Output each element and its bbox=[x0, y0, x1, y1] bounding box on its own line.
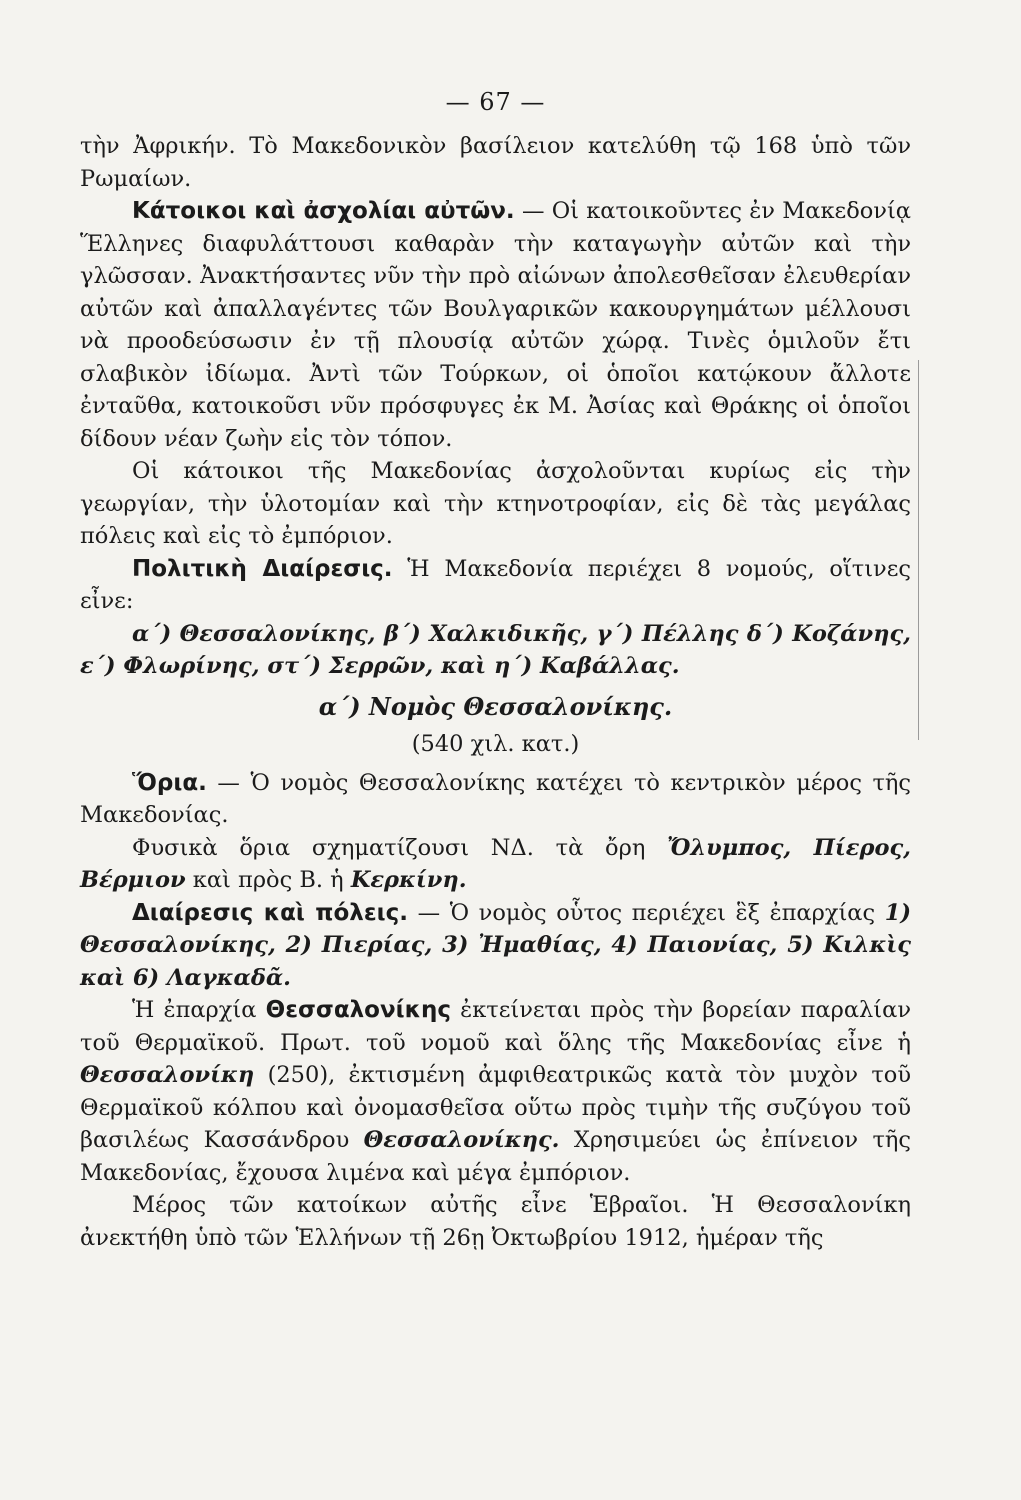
paragraph-occupations-text: Οἱ κάτοικοι τῆς Μακεδονίας ἀσχολοῦνται κυρίως εἰς τὴν γεωργίαν, τὴν ὑλοτομίαν καὶ τὴν κτηνοτροφίαν, εἰς δὲ τὰς μεγάλας πόλεις καὶ εἰς τὸ ἐμπόριον. bbox=[80, 458, 911, 549]
page-number: — 67 — bbox=[445, 88, 546, 116]
heading-divisions-cities: Διαίρεσις καὶ πόλεις. bbox=[132, 899, 408, 926]
paragraph-divisions-cities bbox=[80, 897, 911, 995]
divisions-cities-text: — Ὁ νομὸς οὗτος περιέχει ἓξ ἐπαρχίας bbox=[417, 899, 876, 926]
paragraph-occupations bbox=[80, 455, 911, 553]
thessaloniki-text-d: Χρησιμεύει ὡς ἐπίνειον τῆς Μακεδονίας, ἔχουσα λιμένα καὶ μέγα ἐμπόριον. bbox=[80, 1127, 912, 1186]
natural-borders-mountains: Ὄλυμπος, Πίερος, Βέρμιον bbox=[80, 834, 911, 893]
paragraph-1-text: τὴν Ἀφρικήν. Τὸ Μακεδονικὸν βασίλειον κατελύθη τῷ 168 ὑπὸ τῶν Ρωμαίων. bbox=[80, 133, 911, 192]
section-subtitle: (540 χιλ. κατ.) bbox=[411, 730, 580, 757]
thessaloniki-queen-name: Θεσσαλονίκης. bbox=[363, 1127, 560, 1153]
heading-borders: Ὅρια. bbox=[132, 769, 207, 796]
natural-borders-text-a: Φυσικὰ ὅρια σχηματίζουσι ΝΔ. τὰ ὄρη bbox=[132, 834, 646, 861]
paragraph-political-division bbox=[80, 553, 911, 618]
paragraph-residents bbox=[80, 1189, 911, 1254]
paragraph-borders bbox=[80, 767, 911, 832]
paragraph-inhabitants bbox=[80, 195, 911, 455]
prefectures-list bbox=[80, 618, 911, 683]
thessaloniki-text-a: Ἡ ἐπαρχία bbox=[132, 997, 257, 1023]
paragraph-1 bbox=[80, 130, 911, 195]
divisions-cities-list: 1) Θεσσαλονίκης, 2) Πιερίας, 3) Ἠμαθίας, 4) Παιονίας, 5) Κιλκὶς καὶ 6) Λαγκαδᾶ. bbox=[80, 899, 912, 991]
natural-borders-text-b: καὶ πρὸς Β. ἡ bbox=[192, 867, 344, 893]
margin-rule bbox=[918, 360, 919, 740]
natural-borders-kerkini: Κερκίνη. bbox=[350, 867, 467, 893]
paragraph-inhabitants-text: — Οἱ κατοικοῦντες ἐν Μακεδονίᾳ Ἕλληνες διαφυλάττουσι καθαρὰν τὴν καταγωγὴν αὐτῶν καὶ τὴν γλῶσσαν. Ἀνακτήσαντες νῦν τὴν πρὸ αἰώνων ἀπολεσθεῖσαν ἐλευθερίαν αὐτῶν καὶ ἀπαλλαγέντες τῶν Βουλγαρικῶν κακουργημάτων μέλλουσι νὰ προοδεύσωσιν ἐν τῇ πλουσίᾳ αὐτῶν χώρᾳ. Τινὲς ὁμιλοῦν ἔτι σλαβικὸν ἰδίωμα. Ἀντὶ τῶν Τούρκων, οἱ ὁποῖοι κατῴκουν ἄλλοτε ἐνταῦθα, κατοικοῦσι νῦν πρόσφυγες ἐκ Μ. Ἀσίας καὶ Θράκης οἱ ὁποῖοι δίδουν νέαν ζωὴν εἰς τὸν τόπον. bbox=[80, 198, 911, 452]
paragraph-borders-text: — Ὁ νομὸς Θεσσαλονίκης κατέχει τὸ κεντρικὸν μέρος τῆς Μακεδονίας. bbox=[80, 769, 912, 828]
paragraph-residents-text: Μέρος τῶν κατοίκων αὐτῆς εἶνε Ἑβραῖοι. Ἡ Θεσσαλονίκη ἀνεκτήθη ὑπὸ τῶν Ἑλλήνων τῇ 26ῃ Ὀκτωβρίου 1912, ἡμέραν τῆς bbox=[80, 1192, 911, 1251]
paragraph-thessaloniki bbox=[80, 994, 911, 1189]
prefectures-list-text: α΄) Θεσσαλονίκης, β΄) Χαλκιδικῆς, γ΄) Πέλλης δ΄) Κοζάνης, ε΄) Φλωρίνης, στ΄) Σερρῶν, καὶ η΄) Καβάλλας. bbox=[80, 620, 911, 679]
thessaloniki-text-b: ἐκτείνεται πρὸς τὴν βορείαν παραλίαν τοῦ Θερμαϊκοῦ. Πρωτ. τοῦ νομοῦ καὶ ὅλης τῆς Μακεδονίας εἶνε ἡ bbox=[80, 997, 911, 1056]
heading-political-division: Πολιτικὴ Διαίρεσις. bbox=[132, 555, 393, 582]
paragraph-political-division-text: Ἡ Μακεδονία περιέχει 8 νομούς, οἵτινες εἶνε: bbox=[80, 555, 911, 614]
heading-inhabitants: Κάτοικοι καὶ ἀσχολίαι αὐτῶν. bbox=[132, 198, 515, 224]
thessaloniki-heading: Θεσσαλονίκης bbox=[265, 997, 451, 1023]
thessaloniki-text-c: (250), ἐκτισμένη ἀμφιθεατρικῶς κατὰ τὸν μυχὸν τοῦ Θερμαϊκοῦ κόλπου καὶ ὀνομασθεῖσα οὕτω πρὸς τιμὴν τῆς συζύγου τοῦ βασιλέως Κασσάνδρου bbox=[80, 1062, 911, 1153]
section-title: α΄) Νομὸς Θεσσαλονίκης. bbox=[318, 691, 673, 721]
paragraph-natural-borders bbox=[80, 832, 911, 897]
thessaloniki-city-name: Θεσσαλονίκη bbox=[80, 1062, 255, 1088]
